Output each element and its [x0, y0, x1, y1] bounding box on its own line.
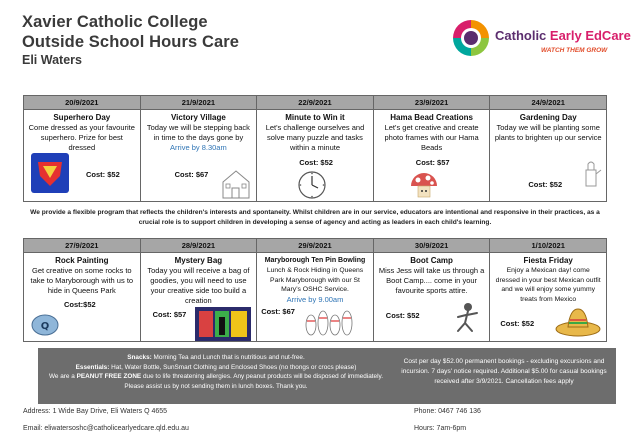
painted-rock-icon	[30, 313, 60, 337]
svg-text:Q: Q	[40, 321, 50, 332]
colourful-creation-icon	[195, 307, 251, 341]
logo-brand-text: Catholic Early EdCare	[495, 28, 631, 43]
day-card	[141, 96, 258, 202]
requirements-text	[42, 353, 390, 391]
day-date: 28/9/2021	[141, 239, 257, 253]
location-name: Eli Waters	[22, 53, 82, 67]
day-card	[257, 239, 374, 342]
day-cost: Cost: $52	[299, 158, 333, 167]
email-link[interactable]: Email: eliwatersoshc@catholicearlyedcare.qld.edu.au	[23, 425, 189, 432]
day-cost: Cost: $67	[261, 307, 295, 316]
day-title: Hama Bead Creations	[390, 113, 473, 122]
day-title: Maryborough Ten Pin Bowling	[264, 257, 366, 264]
week-1-schedule	[23, 95, 607, 202]
day-title: Gardening Day	[519, 113, 577, 122]
day-card	[141, 239, 258, 342]
day-date: 1/10/2021	[490, 239, 606, 253]
peanut-free-line: We are a PEANUT FREE ZONE due to life threatening allergies. Any peanut products will be disposed of immediately. Please assist us by not sending them in lunch boxes. Thank you.	[48, 373, 384, 390]
day-date: 24/9/2021	[490, 96, 606, 110]
day-cost: Cost: $52	[385, 311, 420, 320]
address: Address: 1 Wide Bay Drive, Eli Waters Q 4655	[23, 408, 168, 415]
day-description: Miss Jess will take us through a Boot Camp.... come in your favourite sports attire.	[378, 266, 485, 295]
day-date: 22/9/2021	[257, 96, 373, 110]
day-cost: Cost: $52	[528, 180, 563, 189]
logo-swirl-icon	[449, 16, 493, 60]
day-card	[24, 239, 141, 342]
day-date: 29/9/2021	[257, 239, 373, 253]
snacks-line: Snacks: Morning Tea and Lunch that is nutritious and nut-free.	[127, 354, 305, 361]
day-title: Mystery Bag	[174, 256, 223, 265]
bowling-pins-icon	[301, 301, 357, 339]
program-name: Outside School Hours Care	[22, 33, 240, 51]
day-cost: Cost: $67	[174, 170, 209, 179]
day-date: 20/9/2021	[24, 96, 140, 110]
school-name: Xavier Catholic College	[22, 13, 208, 31]
day-cost: Cost: $57	[415, 158, 450, 167]
day-card	[490, 96, 607, 202]
day-date: 21/9/2021	[141, 96, 257, 110]
arrival-time: Arrive by 9.00am	[286, 294, 344, 304]
watering-can-icon	[580, 158, 602, 188]
day-title: Boot Camp	[410, 256, 453, 265]
page-header	[22, 12, 239, 68]
sombrero-icon	[554, 305, 602, 339]
arrival-time: Arrive by 8.30am	[170, 143, 227, 152]
day-title: Victory Village	[170, 113, 226, 122]
day-date: 23/9/2021	[374, 96, 490, 110]
phone: Phone: 0467 746 136	[414, 408, 481, 415]
day-cost: Cost: $52	[86, 170, 120, 179]
day-date: 27/9/2021	[24, 239, 140, 253]
day-description: Enjoy a Mexican day! come dressed in your best Mexican outfit and we will enjoy some yummy treats from Mexico	[495, 267, 601, 303]
day-description: Lunch & Rock Hiding in Queens Park Maryborough with our St Mary's OSHC Service.	[266, 267, 364, 293]
day-card	[374, 239, 491, 342]
day-description: Get creative on some rocks to take to Maryborough with us to hide in Queens Park	[30, 266, 134, 295]
logo-tagline: WATCH THEM GROW	[541, 47, 608, 54]
catholic-early-edcare-logo	[445, 14, 631, 64]
clock-icon	[297, 170, 327, 200]
day-description: Let's get creative and create photo frames with our Hama Beads	[384, 123, 479, 152]
day-card	[374, 96, 491, 202]
day-title: Minute to Win it	[285, 113, 345, 122]
day-cost: Cost: $52	[500, 319, 535, 328]
day-card	[490, 239, 607, 342]
day-title: Superhero Day	[53, 113, 111, 122]
day-description: Today you will receive a bag of goodies, you will need to use your creative side too build a creation	[147, 266, 250, 305]
day-description: Come dressed as your favourite superhero. Prize for best dressed	[28, 123, 135, 152]
essentials-line: Essentials: Hat, Water Bottle, SunSmart Clothing and Enclosed Shoes (no thongs or crocs please)	[75, 363, 357, 371]
day-description: Today we will be stepping back in time to the days gone by	[146, 123, 250, 142]
day-cost: Cost: $57	[152, 310, 187, 319]
opening-hours: Hours: 7am-6pm	[414, 425, 467, 432]
day-date: 30/9/2021	[374, 239, 490, 253]
day-card	[257, 96, 374, 202]
info-panel	[38, 348, 616, 404]
day-cost: Cost:$52	[64, 300, 96, 309]
pricing-text: Cost per day $52.00 permanent bookings - excluding excursions and incursion. 7 days' notice required. Additional $5.00 for casual bookings received after 3/9/2021. Cancellation fees apply	[401, 358, 607, 385]
superhero-shield-icon	[30, 152, 70, 194]
week-2-schedule	[23, 238, 607, 342]
program-philosophy: We provide a flexible program that reflects the children's interests and spontaneity. Whilst children are in our service, educators are intentional and responsive in their practices, as a crucial role is to support children in developing a sense of agency and acting as leaders in each child's learning.	[30, 209, 600, 226]
day-title: Rock Painting	[55, 256, 109, 265]
bead-mushroom-icon	[408, 170, 440, 200]
day-description: Let's challenge ourselves and solve many puzzle and tasks within a minute	[265, 123, 365, 152]
day-card	[24, 96, 141, 202]
village-house-icon	[219, 166, 253, 200]
running-figure-icon	[450, 301, 484, 337]
day-description: Today we will be planting some plants to brighten up our service	[494, 123, 602, 142]
day-title: Fiesta Friday	[523, 256, 573, 265]
